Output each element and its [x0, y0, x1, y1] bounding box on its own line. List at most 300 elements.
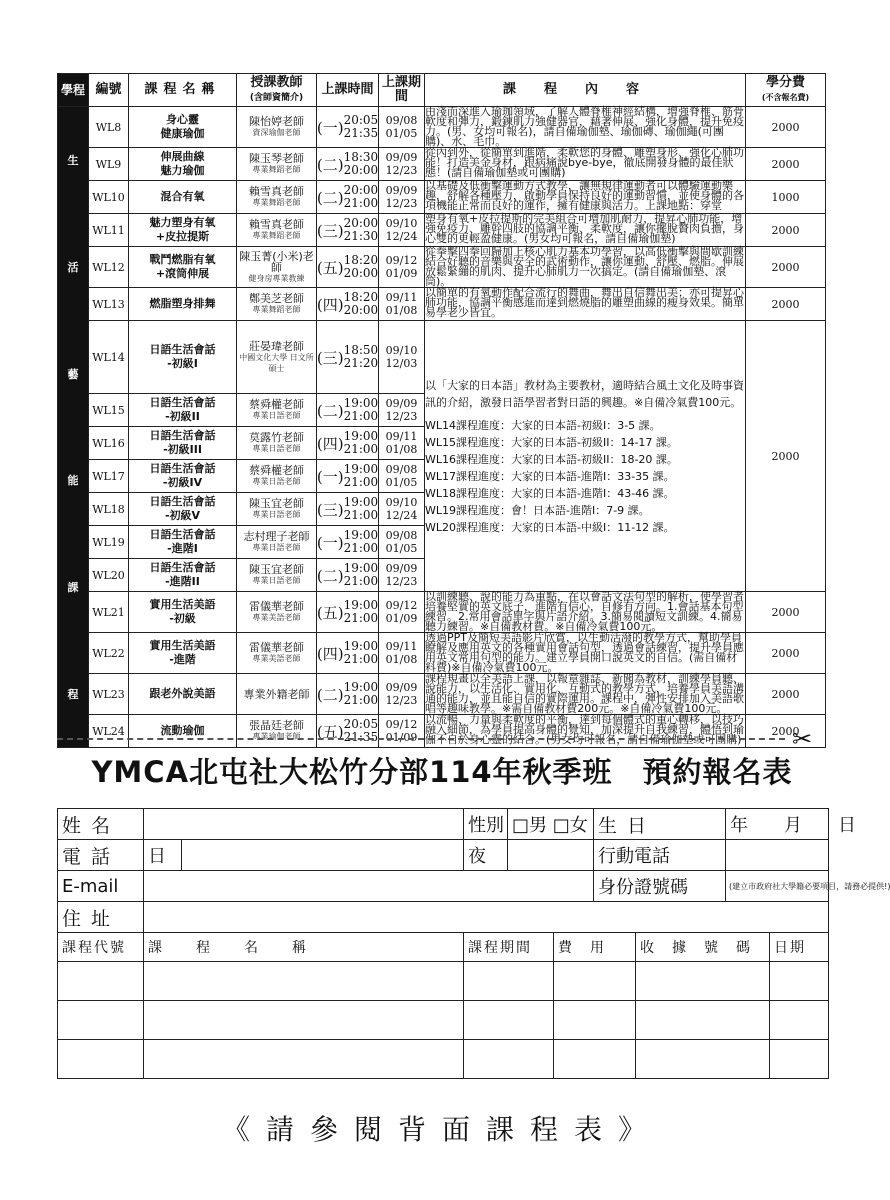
course-code: WL17	[89, 460, 129, 493]
course-time	[317, 715, 379, 748]
course-period	[379, 633, 425, 674]
japanese-content-line: WL16課程進度：大家的日本語-初級II：18-20 課。	[425, 452, 678, 466]
time-start: 20:05	[343, 717, 379, 731]
course-period	[379, 321, 425, 394]
course-content: 塑身有氧+皮拉提斯的完美組合可增加肌耐力，提昇心肺功能，增強免疫力、雕幹四肢的協調平衡、柔軟度，讓你擺脫贅肉負擔，身心雙的更輕盈健康。(男女均可報名，請自備瑜伽墊)	[425, 212, 744, 245]
course-period	[379, 592, 425, 633]
form-row-address	[58, 902, 829, 933]
course-day: (五)	[316, 603, 344, 622]
time-box	[317, 397, 378, 423]
course-row	[58, 592, 826, 633]
time-range	[344, 562, 379, 588]
japanese-course-content	[425, 321, 746, 592]
course-period	[379, 148, 425, 181]
entry-code[interactable]	[58, 1001, 144, 1040]
course-row	[58, 321, 826, 394]
birth-label: 生日	[594, 809, 726, 840]
course-code: WL19	[89, 526, 129, 559]
course-content: 從拳擊四拳回歸加上核心肌力基本功學習，以高低衝擊與間歇訓練結合好聽的音樂與安全的武術動作，讓你運動、舒壓、燃脂。伸展放鬆緊繃的肌肉、提升心肺肌力一次搞定。(請自備瑜伽墊、滾筒)。	[425, 245, 744, 288]
course-code: WL24	[89, 715, 129, 748]
time-start: 20:05	[343, 113, 379, 127]
japanese-content-line: WL18課程進度：大家的日本語-進階I：43-46 課。	[425, 486, 675, 500]
time-box	[317, 496, 378, 522]
course-period	[379, 493, 425, 526]
course-teacher	[237, 526, 317, 559]
period-from: 09/11	[385, 640, 418, 653]
teacher-name: 蔡舜權老師	[249, 398, 304, 411]
course-fee: 2000	[746, 148, 826, 181]
course-name: 日語生活會話 -初級V	[129, 493, 237, 526]
category-cell	[58, 107, 89, 748]
phone-label: 電話	[58, 840, 144, 871]
time-end: 21:00	[343, 693, 379, 707]
course-content: 以流暢、力量與柔軟度的平衡，達到每個體式的重心轉移，以技巧融入細節，為學員提高身體的覺知，加深提升自我練習，體悟到瑜伽不自於身心靈的結合。(男女均可報名，請自備瑜伽墊或可團購)	[425, 713, 744, 746]
course-row	[58, 107, 826, 148]
course-code: WL15	[89, 394, 129, 427]
course-name: 日語生活會話 -進階I	[129, 526, 237, 559]
time-end: 21:35	[343, 126, 379, 140]
teacher-name: 蔡舜權老師	[249, 464, 304, 477]
time-end: 21:00	[343, 652, 379, 666]
id-field[interactable]	[726, 871, 890, 902]
course-code: WL21	[89, 592, 129, 633]
course-day: (一)	[316, 533, 344, 552]
course-code: WL22	[89, 633, 129, 674]
course-teacher	[237, 107, 317, 148]
gender-options[interactable]: □男 □女	[508, 809, 594, 840]
course-period	[379, 460, 425, 493]
course-day: (三)	[316, 221, 344, 240]
time-range	[344, 529, 379, 555]
teacher-name: 雷儀華老師	[249, 641, 304, 654]
entry-period[interactable]	[464, 962, 554, 1001]
category-char: 活	[67, 260, 79, 274]
category-char: 藝	[67, 367, 79, 381]
col-course-name: 課 程 名 稱	[144, 933, 464, 962]
course-fee: 2000	[746, 288, 826, 321]
period-from: 09/09	[385, 184, 418, 197]
course-time	[317, 559, 379, 592]
course-time	[317, 394, 379, 427]
course-time	[317, 247, 379, 288]
period-from: 09/09	[385, 562, 418, 575]
course-period	[379, 715, 425, 748]
form-course-header	[58, 933, 829, 962]
time-box	[317, 718, 378, 744]
footer-note: 《請參閱背面課程表》	[221, 1113, 662, 1146]
time-end: 21:00	[343, 196, 379, 210]
entry-date[interactable]	[770, 1001, 829, 1040]
time-range	[344, 463, 379, 489]
cut-line	[57, 738, 785, 740]
teacher-name: 莫露竹老師	[249, 431, 304, 444]
form-row-email	[58, 871, 829, 902]
category-char: 能	[67, 474, 79, 488]
teacher-credential: 資深瑜伽老師	[252, 128, 301, 137]
entry-name[interactable]	[144, 1040, 464, 1079]
time-range	[344, 496, 379, 522]
course-code: WL11	[89, 214, 129, 247]
time-end: 21:30	[343, 229, 379, 243]
time-end: 20:00	[343, 266, 379, 280]
category-char: 生	[67, 154, 79, 168]
teacher-credential: 專業日語老師	[252, 411, 301, 420]
period-from: 09/08	[385, 529, 418, 542]
entry-date[interactable]	[770, 962, 829, 1001]
time-end: 21:00	[343, 409, 379, 423]
course-day: (一)	[316, 118, 344, 137]
col-receipt: 收 據 號 碼	[636, 933, 770, 962]
period-to: 01/09	[385, 612, 418, 625]
course-code: WL13	[89, 288, 129, 321]
time-box	[317, 151, 378, 177]
course-name: 魅力塑身有氧 +皮拉提斯	[129, 214, 237, 247]
course-teacher	[237, 427, 317, 460]
course-time	[317, 592, 379, 633]
teacher-name: 陳玉菁(小米)老師	[239, 249, 314, 274]
course-day: (三)	[316, 500, 344, 519]
entry-date[interactable]	[770, 1040, 829, 1079]
time-end: 21:00	[343, 611, 379, 625]
teacher-credential: 健身房專業教練	[248, 273, 305, 283]
time-range	[344, 254, 379, 280]
teacher-name: 莊晏瑋老師	[249, 339, 304, 353]
course-time	[317, 288, 379, 321]
course-table	[57, 73, 826, 748]
time-box	[317, 430, 378, 456]
period-to: 12/24	[385, 230, 418, 243]
course-row	[58, 247, 826, 288]
time-start: 19:00	[343, 639, 379, 653]
course-teacher	[237, 633, 317, 674]
japanese-content-line: 以「大家的日本語」教材為主要教材，適時結合風土文化及時事資訊的介紹，激發日語學習者對日語的興趣。※自備冷氣費100元。	[425, 378, 744, 409]
mobile-label: 行動電話	[594, 840, 726, 871]
time-end: 21:35	[343, 730, 379, 744]
course-day: (一)	[316, 467, 344, 486]
japanese-content-line: WL19課程進度：會！日本語-進階I：7-9 課。	[425, 503, 650, 517]
entry-name[interactable]	[144, 962, 464, 1001]
time-range	[344, 344, 379, 370]
course-row	[58, 674, 826, 715]
course-teacher	[237, 394, 317, 427]
entry-receipt[interactable]	[636, 962, 770, 1001]
email-field[interactable]	[144, 871, 594, 902]
entry-fee[interactable]	[554, 1001, 636, 1040]
header-time: 上課時間	[317, 74, 379, 107]
course-fee: 2000	[746, 715, 826, 748]
japanese-content-line: WL17課程進度：大家的日本語-進階I：33-35 課。	[425, 469, 675, 483]
course-time	[317, 148, 379, 181]
category-char: 程	[67, 687, 79, 701]
course-code: WL10	[89, 181, 129, 214]
mobile-field[interactable]	[726, 840, 829, 871]
course-code: WL12	[89, 247, 129, 288]
course-content: 從內到外，從簡單到進階，柔軟您的身體、雕塑身形、強化心肺功能！打造美金身材，跟病痛說bye-bye，徹底開發身體的最佳狀態！(請自備瑜伽墊或可團購)	[425, 146, 744, 179]
course-name: 戰鬥燃脂有氧 +滾筒伸展	[129, 247, 237, 288]
course-day: (五)	[316, 258, 344, 277]
course-row	[58, 288, 826, 321]
time-range	[344, 114, 379, 140]
form-entry-row	[58, 962, 829, 1001]
teacher-name: 賴雪真老師	[249, 185, 304, 198]
time-end: 21:00	[343, 541, 379, 555]
header-category: 學程	[58, 74, 89, 107]
name-label: 姓名	[58, 809, 144, 840]
course-teacher	[237, 715, 317, 748]
teacher-name: 雷儀華老師	[249, 600, 304, 613]
period-from: 09/12	[385, 718, 418, 731]
course-day: (二)	[316, 188, 344, 207]
time-start: 19:00	[343, 528, 379, 542]
course-period	[379, 107, 425, 148]
course-row	[58, 214, 826, 247]
course-code: WL18	[89, 493, 129, 526]
teacher-credential: 專業日語老師	[252, 477, 301, 486]
course-teacher	[237, 493, 317, 526]
course-fee: 2000	[746, 633, 826, 674]
teacher-name: 陳怡婷老師	[249, 115, 304, 128]
name-field[interactable]	[144, 809, 464, 840]
period-from: 09/11	[385, 291, 418, 304]
address-field[interactable]	[144, 902, 829, 933]
birth-field[interactable]: 年 月 日	[726, 809, 829, 840]
course-day: (五)	[316, 722, 344, 741]
address-label: 住址	[58, 902, 144, 933]
period-to: 01/09	[385, 731, 418, 744]
course-fee: 2000	[746, 592, 826, 633]
course-teacher	[237, 674, 317, 715]
time-start: 19:00	[343, 429, 379, 443]
teacher-credential: 專業舞蹈老師	[252, 305, 301, 314]
time-start: 19:00	[343, 598, 379, 612]
period-to: 01/05	[385, 542, 418, 555]
time-box	[317, 681, 378, 707]
course-teacher	[237, 148, 317, 181]
time-start: 18:50	[343, 343, 379, 357]
entry-fee[interactable]	[554, 1040, 636, 1079]
period-to: 01/05	[385, 476, 418, 489]
course-name: 身心靈 健康瑜伽	[129, 107, 237, 148]
time-range	[344, 397, 379, 423]
time-end: 20:00	[343, 163, 379, 177]
course-day: (三)	[316, 348, 344, 367]
scissors-icon: ✂	[792, 725, 813, 753]
period-from: 09/12	[385, 254, 418, 267]
entry-code[interactable]	[58, 1040, 144, 1079]
col-date: 日期	[770, 933, 829, 962]
course-name: 實用生活美語 -初級	[129, 592, 237, 633]
header-row	[58, 74, 826, 107]
id-note: (建立市政府社大學籍必要項目，請務必提供!)	[729, 881, 890, 891]
col-fee: 費 用	[554, 933, 636, 962]
course-day: (二)	[316, 685, 344, 704]
time-box	[317, 640, 378, 666]
time-start: 19:00	[343, 396, 379, 410]
course-content: 課程規畫以全美語上課，以報章雜誌、新聞為教材，訓練學員聽、說能力，以生活化、實用化、互動式的教學方式，培養學員美語溝通的能力，並且能自信的實際運用。課程中，彈性安排加入美語歌唱等趣味教學。※需自備教材費200元。※自備冷氣費100元。	[425, 672, 744, 715]
course-row	[58, 715, 826, 748]
teacher-name: 志村理子老師	[243, 530, 310, 543]
period-from: 09/10	[385, 217, 418, 230]
time-start: 19:00	[343, 561, 379, 575]
form-entry-row	[58, 1040, 829, 1079]
course-teacher	[237, 460, 317, 493]
teacher-name: 陳玉宜老師	[249, 497, 304, 510]
time-start: 20:00	[343, 183, 379, 197]
night-phone-label: 夜	[464, 840, 508, 871]
course-period	[379, 559, 425, 592]
teacher-name: 張晶廷老師	[249, 719, 304, 732]
teacher-name: 賴雪真老師	[249, 218, 304, 231]
period-to: 12/23	[385, 410, 418, 423]
header-teacher	[237, 74, 317, 107]
course-name: 燃脂塑身排舞	[129, 288, 237, 321]
course-time	[317, 214, 379, 247]
course-time	[317, 321, 379, 394]
period-from: 09/10	[385, 496, 418, 509]
col-course-period: 課程期間	[464, 933, 554, 962]
course-period	[379, 674, 425, 715]
period-from: 09/09	[385, 397, 418, 410]
entry-period[interactable]	[464, 1040, 554, 1079]
header-teacher-sub: (含師資簡介)	[249, 92, 304, 103]
course-name: 伸展曲線 魅力瑜伽	[129, 148, 237, 181]
teacher-credential: 中國文化大學 日文所碩士	[239, 352, 314, 373]
teacher-credential: 專業日語老師	[252, 510, 301, 519]
course-row	[58, 633, 826, 674]
entry-name[interactable]	[144, 1001, 464, 1040]
teacher-credential: 專業日語老師	[252, 543, 301, 552]
time-box	[317, 529, 378, 555]
period-to: 12/23	[385, 197, 418, 210]
time-box	[317, 291, 378, 317]
day-phone-label: 日	[144, 840, 182, 871]
course-time	[317, 181, 379, 214]
course-name: 日語生活會話 -進階II	[129, 559, 237, 592]
time-end: 21:00	[343, 574, 379, 588]
time-start: 19:00	[343, 495, 379, 509]
course-period	[379, 427, 425, 460]
time-box	[317, 344, 378, 370]
category-char: 課	[67, 580, 79, 594]
registration-form	[57, 808, 890, 1079]
teacher-credential: 專業舞蹈老師	[252, 165, 301, 174]
course-period	[379, 247, 425, 288]
japanese-content-line: WL14課程進度：大家的日本語-初級I：3-5 課。	[425, 418, 661, 432]
teacher-name: 鄭美芝老師	[249, 292, 304, 305]
entry-period[interactable]	[464, 1001, 554, 1040]
course-name: 混合有氧	[129, 181, 237, 214]
course-content: 以訓練聽、說的能力為重點，在以會話文法句型的解析，使學習者培養堅實的英文底子，進階有信心，自修有方向。1.會話基本句型練習。2.常用會話單字與片語介紹。3.簡易閱讀短文訓練。4.簡易聽力練習。※自備教材費。※自備冷氣費100元。	[425, 590, 744, 633]
course-day: (二)	[316, 566, 344, 585]
course-code: WL23	[89, 674, 129, 715]
entry-fee[interactable]	[554, 962, 636, 1001]
course-fee: 2000	[746, 247, 826, 288]
time-end: 21:20	[343, 356, 379, 370]
entry-receipt[interactable]	[636, 1001, 770, 1040]
course-row	[58, 181, 826, 214]
course-name: 日語生活會話 -初級III	[129, 427, 237, 460]
course-day: (四)	[316, 295, 344, 314]
course-name: 流動瑜伽	[129, 715, 237, 748]
teacher-credential: 專業瑜伽老師	[252, 732, 301, 741]
time-box	[317, 184, 378, 210]
course-period	[379, 214, 425, 247]
period-to: 12/24	[385, 509, 418, 522]
period-from: 09/10	[385, 344, 418, 357]
teacher-name: 專業外籍老師	[243, 687, 310, 701]
course-time	[317, 493, 379, 526]
time-start: 18:20	[343, 290, 379, 304]
period-to: 01/08	[385, 443, 418, 456]
teacher-name: 陳玉宜老師	[249, 563, 304, 576]
time-range	[344, 151, 379, 177]
course-time	[317, 107, 379, 148]
course-name: 日語生活會話 -初級IV	[129, 460, 237, 493]
period-from: 09/09	[385, 151, 418, 164]
teacher-credential: 專業美語老師	[252, 654, 301, 663]
entry-receipt[interactable]	[636, 1040, 770, 1079]
id-label: 身份證號碼	[594, 871, 726, 902]
course-content: 由淺而深進入瑜珈領域，了解人體脊椎神經結構，增強脊椎、筋骨軟度和彈力，鍛鍊肌力強健器官，藉著伸展、強化身體，提升免疫力。(男、女均可報名)，請自備瑜伽墊、瑜伽磚、瑜伽繩(可團購)、水、毛巾。	[425, 105, 744, 148]
period-to: 01/09	[385, 267, 418, 280]
time-end: 21:00	[343, 508, 379, 522]
course-code: WL14	[89, 321, 129, 394]
teacher-credential: 專業日語老師	[252, 444, 301, 453]
entry-code[interactable]	[58, 962, 144, 1001]
time-range	[344, 718, 379, 744]
header-fee-text: 學分費	[765, 74, 805, 90]
time-start: 19:00	[343, 462, 379, 476]
period-to: 12/03	[385, 357, 418, 370]
time-end: 21:00	[343, 442, 379, 456]
form-row-phone	[58, 840, 829, 871]
japanese-content-line: WL15課程進度：大家的日本語-初級II：14-17 課。	[425, 435, 678, 449]
course-period	[379, 181, 425, 214]
period-from: 09/08	[385, 463, 418, 476]
course-teacher	[237, 592, 317, 633]
day-phone-field[interactable]	[182, 840, 464, 871]
course-name: 日語生活會話 -初級I	[129, 321, 237, 394]
course-fee: 2000	[746, 107, 826, 148]
period-from: 09/08	[385, 114, 418, 127]
japanese-course-fee: 2000	[746, 321, 826, 592]
time-box	[317, 562, 378, 588]
period-from: 09/11	[385, 430, 418, 443]
course-time	[317, 427, 379, 460]
course-day: (二)	[316, 155, 344, 174]
time-end: 21:00	[343, 475, 379, 489]
time-box	[317, 599, 378, 625]
time-box	[317, 463, 378, 489]
period-to: 12/23	[385, 694, 418, 707]
header-period: 上課期間	[379, 74, 425, 107]
course-day: (四)	[316, 434, 344, 453]
header-fee-sub: (不含報名費)	[761, 92, 810, 102]
time-box	[317, 114, 378, 140]
course-teacher	[237, 321, 317, 394]
course-teacher	[237, 214, 317, 247]
form-row-name	[58, 809, 829, 840]
time-range	[344, 599, 379, 625]
course-teacher	[237, 247, 317, 288]
course-time	[317, 526, 379, 559]
header-teacher-text: 授課教師	[250, 74, 303, 90]
period-to: 01/08	[385, 304, 418, 317]
night-phone-field[interactable]	[508, 840, 594, 871]
teacher-credential: 專業舞蹈老師	[252, 198, 301, 207]
course-time	[317, 633, 379, 674]
time-range	[344, 217, 379, 243]
